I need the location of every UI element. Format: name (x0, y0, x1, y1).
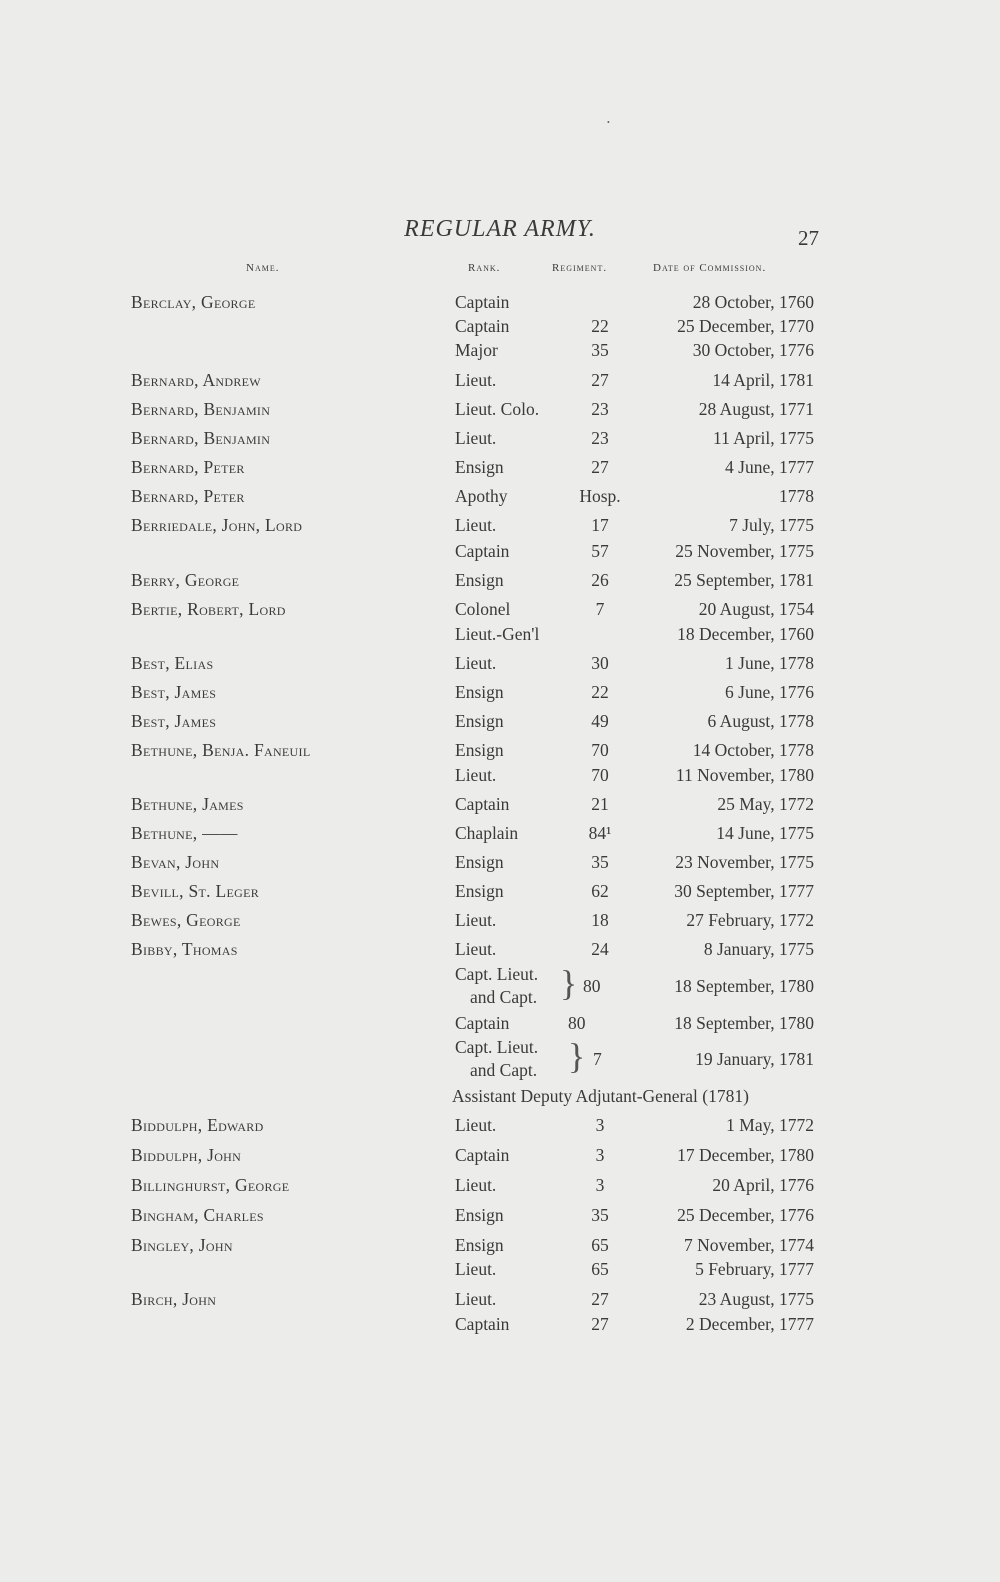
rank: Captain (455, 292, 510, 312)
commission-date: 18 September, 1780 (674, 1013, 814, 1033)
rank: Lieut. (455, 1175, 497, 1195)
regiment: 84¹ (588, 823, 612, 843)
regiment: 27 (591, 370, 609, 390)
regiment: 7 (593, 1049, 602, 1069)
commission-date: 20 August, 1754 (698, 599, 814, 619)
table-row (0, 428, 1000, 454)
regiment: 80 (583, 976, 601, 996)
commission-date: 7 July, 1775 (729, 515, 814, 535)
regiment: 3 (595, 1175, 605, 1195)
commission-date: 25 September, 1781 (674, 570, 814, 590)
commission-date: 25 December, 1776 (677, 1205, 814, 1225)
table-row (0, 910, 1000, 936)
commission-date: 1778 (779, 486, 814, 506)
table-row (0, 457, 1000, 483)
commission-date: 11 November, 1780 (675, 765, 814, 785)
regiment: 35 (591, 340, 609, 360)
regiment: 65 (591, 1235, 609, 1255)
officer-name: Bertie, Robert, Lord (131, 599, 286, 619)
column-header-name: Name. (246, 262, 280, 274)
rank: Ensign (455, 1205, 504, 1225)
rank: Lieut.-Gen'l (455, 624, 540, 644)
commission-date: 27 February, 1772 (686, 910, 814, 930)
regiment: 7 (595, 599, 605, 619)
table-row (0, 823, 1000, 849)
regiment: 26 (591, 570, 609, 590)
rank: Lieut. (455, 765, 497, 785)
rank: Ensign (455, 457, 504, 477)
rank: Lieut. (455, 1115, 497, 1135)
table-row (0, 1259, 1000, 1285)
rank: Ensign (455, 881, 504, 901)
rank-line: and Capt. (470, 987, 538, 1007)
regiment: 27 (591, 1289, 609, 1309)
rank: Ensign (455, 740, 504, 760)
regiment: 49 (591, 711, 609, 731)
table-row (0, 1314, 1000, 1340)
officer-name: Berry, George (131, 570, 240, 590)
regiment: 27 (591, 1314, 609, 1334)
officer-name: Berriedale, John, Lord (131, 515, 303, 535)
officer-name: Bingley, John (131, 1235, 233, 1255)
commission-date: 18 December, 1760 (677, 624, 814, 644)
table-row (0, 881, 1000, 907)
commission-date: 14 June, 1775 (716, 823, 814, 843)
page-number: 27 (798, 226, 819, 250)
officer-name: Bevill, St. Leger (131, 881, 260, 901)
commission-date: 14 October, 1778 (692, 740, 814, 760)
commission-date: 2 December, 1777 (685, 1314, 814, 1334)
table-row (0, 541, 1000, 567)
officer-name: Bethune, —— (131, 823, 238, 843)
rank: Captain (455, 1314, 510, 1334)
commission-date: 11 April, 1775 (713, 428, 814, 448)
table-row (0, 1049, 1000, 1075)
column-header-rank: Rank. (468, 262, 501, 274)
table-row (0, 399, 1000, 425)
officer-name: Biddulph, John (131, 1145, 242, 1165)
officer-name: Berclay, George (131, 292, 256, 312)
commission-date: 23 August, 1775 (698, 1289, 814, 1309)
regiment: 35 (591, 852, 609, 872)
officer-name: Bernard, Peter (131, 486, 245, 506)
commission-date: 25 December, 1770 (677, 316, 814, 336)
rank: Ensign (455, 852, 504, 872)
table-row (0, 976, 1000, 1002)
regiment: 80 (568, 1013, 586, 1033)
rank: Captain (455, 541, 510, 561)
table-row (0, 1235, 1000, 1261)
commission-date: 1 June, 1778 (725, 653, 814, 673)
table-row (0, 939, 1000, 965)
table-row (0, 515, 1000, 541)
rank-line: and Capt. (470, 1060, 538, 1080)
commission-date: 7 November, 1774 (683, 1235, 814, 1255)
rank: Lieut. (455, 653, 497, 673)
regiment: 70 (591, 740, 609, 760)
regiment: 27 (591, 457, 609, 477)
table-row (0, 740, 1000, 766)
table-row (0, 570, 1000, 596)
rank: Colonel (455, 599, 511, 619)
commission-date: 23 November, 1775 (675, 852, 814, 872)
rank: Ensign (455, 1235, 504, 1255)
rank: Lieut. (455, 515, 497, 535)
commission-date: 1 May, 1772 (726, 1115, 814, 1135)
table-row (0, 370, 1000, 396)
rank-line: Capt. Lieut. (455, 964, 539, 984)
rank: Ensign (455, 570, 504, 590)
officer-name: Bethune, James (131, 794, 244, 814)
table-row (0, 624, 1000, 650)
commission-date: 17 December, 1780 (677, 1145, 814, 1165)
regiment: 23 (591, 399, 609, 419)
table-row (0, 653, 1000, 679)
rank: Lieut. Colo. (455, 399, 540, 419)
table-row (0, 1289, 1000, 1315)
commission-date: 4 June, 1777 (725, 457, 814, 477)
brace: } (560, 963, 578, 1003)
regiment: 17 (591, 515, 609, 535)
table-row (0, 711, 1000, 737)
table-row (0, 794, 1000, 820)
table-row (0, 682, 1000, 708)
rank: Captain (455, 1013, 510, 1033)
appointment-note: Assistant Deputy Adjutant-General (1781) (452, 1086, 749, 1106)
rank: Captain (455, 1145, 510, 1165)
regiment: 35 (591, 1205, 609, 1225)
officer-name: Bethune, Benja. Faneuil (131, 740, 311, 760)
regiment: 3 (595, 1145, 605, 1165)
commission-date: 6 August, 1778 (707, 711, 814, 731)
rank: Lieut. (455, 370, 497, 390)
regiment: 30 (591, 653, 609, 673)
officer-name: Bewes, George (131, 910, 241, 930)
commission-date: 28 August, 1771 (698, 399, 814, 419)
rank: Lieut. (455, 939, 497, 959)
officer-name: Bernard, Andrew (131, 370, 261, 390)
table-row (0, 1205, 1000, 1231)
table-row (0, 765, 1000, 791)
rank: Captain (455, 316, 510, 336)
rank: Captain (455, 794, 510, 814)
table-row (0, 292, 1000, 318)
table-row (0, 1115, 1000, 1141)
regiment: 62 (591, 881, 609, 901)
regiment: 24 (591, 939, 609, 959)
rank: Lieut. (455, 1289, 497, 1309)
commission-date: 6 June, 1776 (725, 682, 814, 702)
rank: Major (455, 340, 498, 360)
commission-date: 14 April, 1781 (712, 370, 814, 390)
regiment: 23 (591, 428, 609, 448)
regiment: 70 (591, 765, 609, 785)
table-row (0, 1175, 1000, 1201)
officer-name: Bernard, Peter (131, 457, 245, 477)
table-row (0, 599, 1000, 625)
regiment: Hosp. (579, 486, 621, 506)
regiment: 22 (591, 682, 609, 702)
commission-date: 30 October, 1776 (692, 340, 814, 360)
ink-speck: • (607, 118, 610, 127)
column-header-date: Date of Commission. (653, 262, 767, 274)
regiment: 21 (591, 794, 609, 814)
commission-date: 25 November, 1775 (675, 541, 814, 561)
brace: } (568, 1036, 586, 1076)
regiment: 18 (591, 910, 609, 930)
rank: Lieut. (455, 428, 497, 448)
running-title: REGULAR ARMY. (404, 216, 596, 242)
officer-name: Best, James (131, 711, 217, 731)
regiment: 22 (591, 316, 609, 336)
officer-name: Bernard, Benjamin (131, 428, 271, 448)
regiment: 57 (591, 541, 609, 561)
commission-date: 19 January, 1781 (695, 1049, 814, 1069)
officer-name: Biddulph, Edward (131, 1115, 264, 1135)
rank: Lieut. (455, 1259, 497, 1279)
table-row (0, 1145, 1000, 1171)
officer-name: Bernard, Benjamin (131, 399, 271, 419)
commission-date: 8 January, 1775 (703, 939, 814, 959)
commission-date: 25 May, 1772 (717, 794, 814, 814)
rank: Ensign (455, 711, 504, 731)
rank: Chaplain (455, 823, 519, 843)
commission-date: 30 September, 1777 (674, 881, 814, 901)
commission-date: 28 October, 1760 (692, 292, 814, 312)
commission-date: 20 April, 1776 (712, 1175, 814, 1195)
rank: Lieut. (455, 910, 497, 930)
table-row (0, 316, 1000, 342)
officer-name: Bevan, John (131, 852, 220, 872)
officer-name: Birch, John (131, 1289, 217, 1309)
rank-line: Capt. Lieut. (455, 1037, 539, 1057)
table-row (0, 1013, 1000, 1039)
table-row (0, 340, 1000, 366)
table-row (0, 486, 1000, 512)
rank: Ensign (455, 682, 504, 702)
regiment: 65 (591, 1259, 609, 1279)
officer-name: Billinghurst, George (131, 1175, 290, 1195)
officer-name: Best, James (131, 682, 217, 702)
officer-name: Best, Elias (131, 653, 214, 673)
commission-date: 18 September, 1780 (674, 976, 814, 996)
officer-name: Bibby, Thomas (131, 939, 238, 959)
column-header-regiment: Regiment. (552, 262, 608, 274)
officer-name: Bingham, Charles (131, 1205, 264, 1225)
rank: Apothy (455, 486, 508, 506)
table-row (0, 852, 1000, 878)
commission-date: 5 February, 1777 (695, 1259, 814, 1279)
regiment: 3 (595, 1115, 605, 1135)
